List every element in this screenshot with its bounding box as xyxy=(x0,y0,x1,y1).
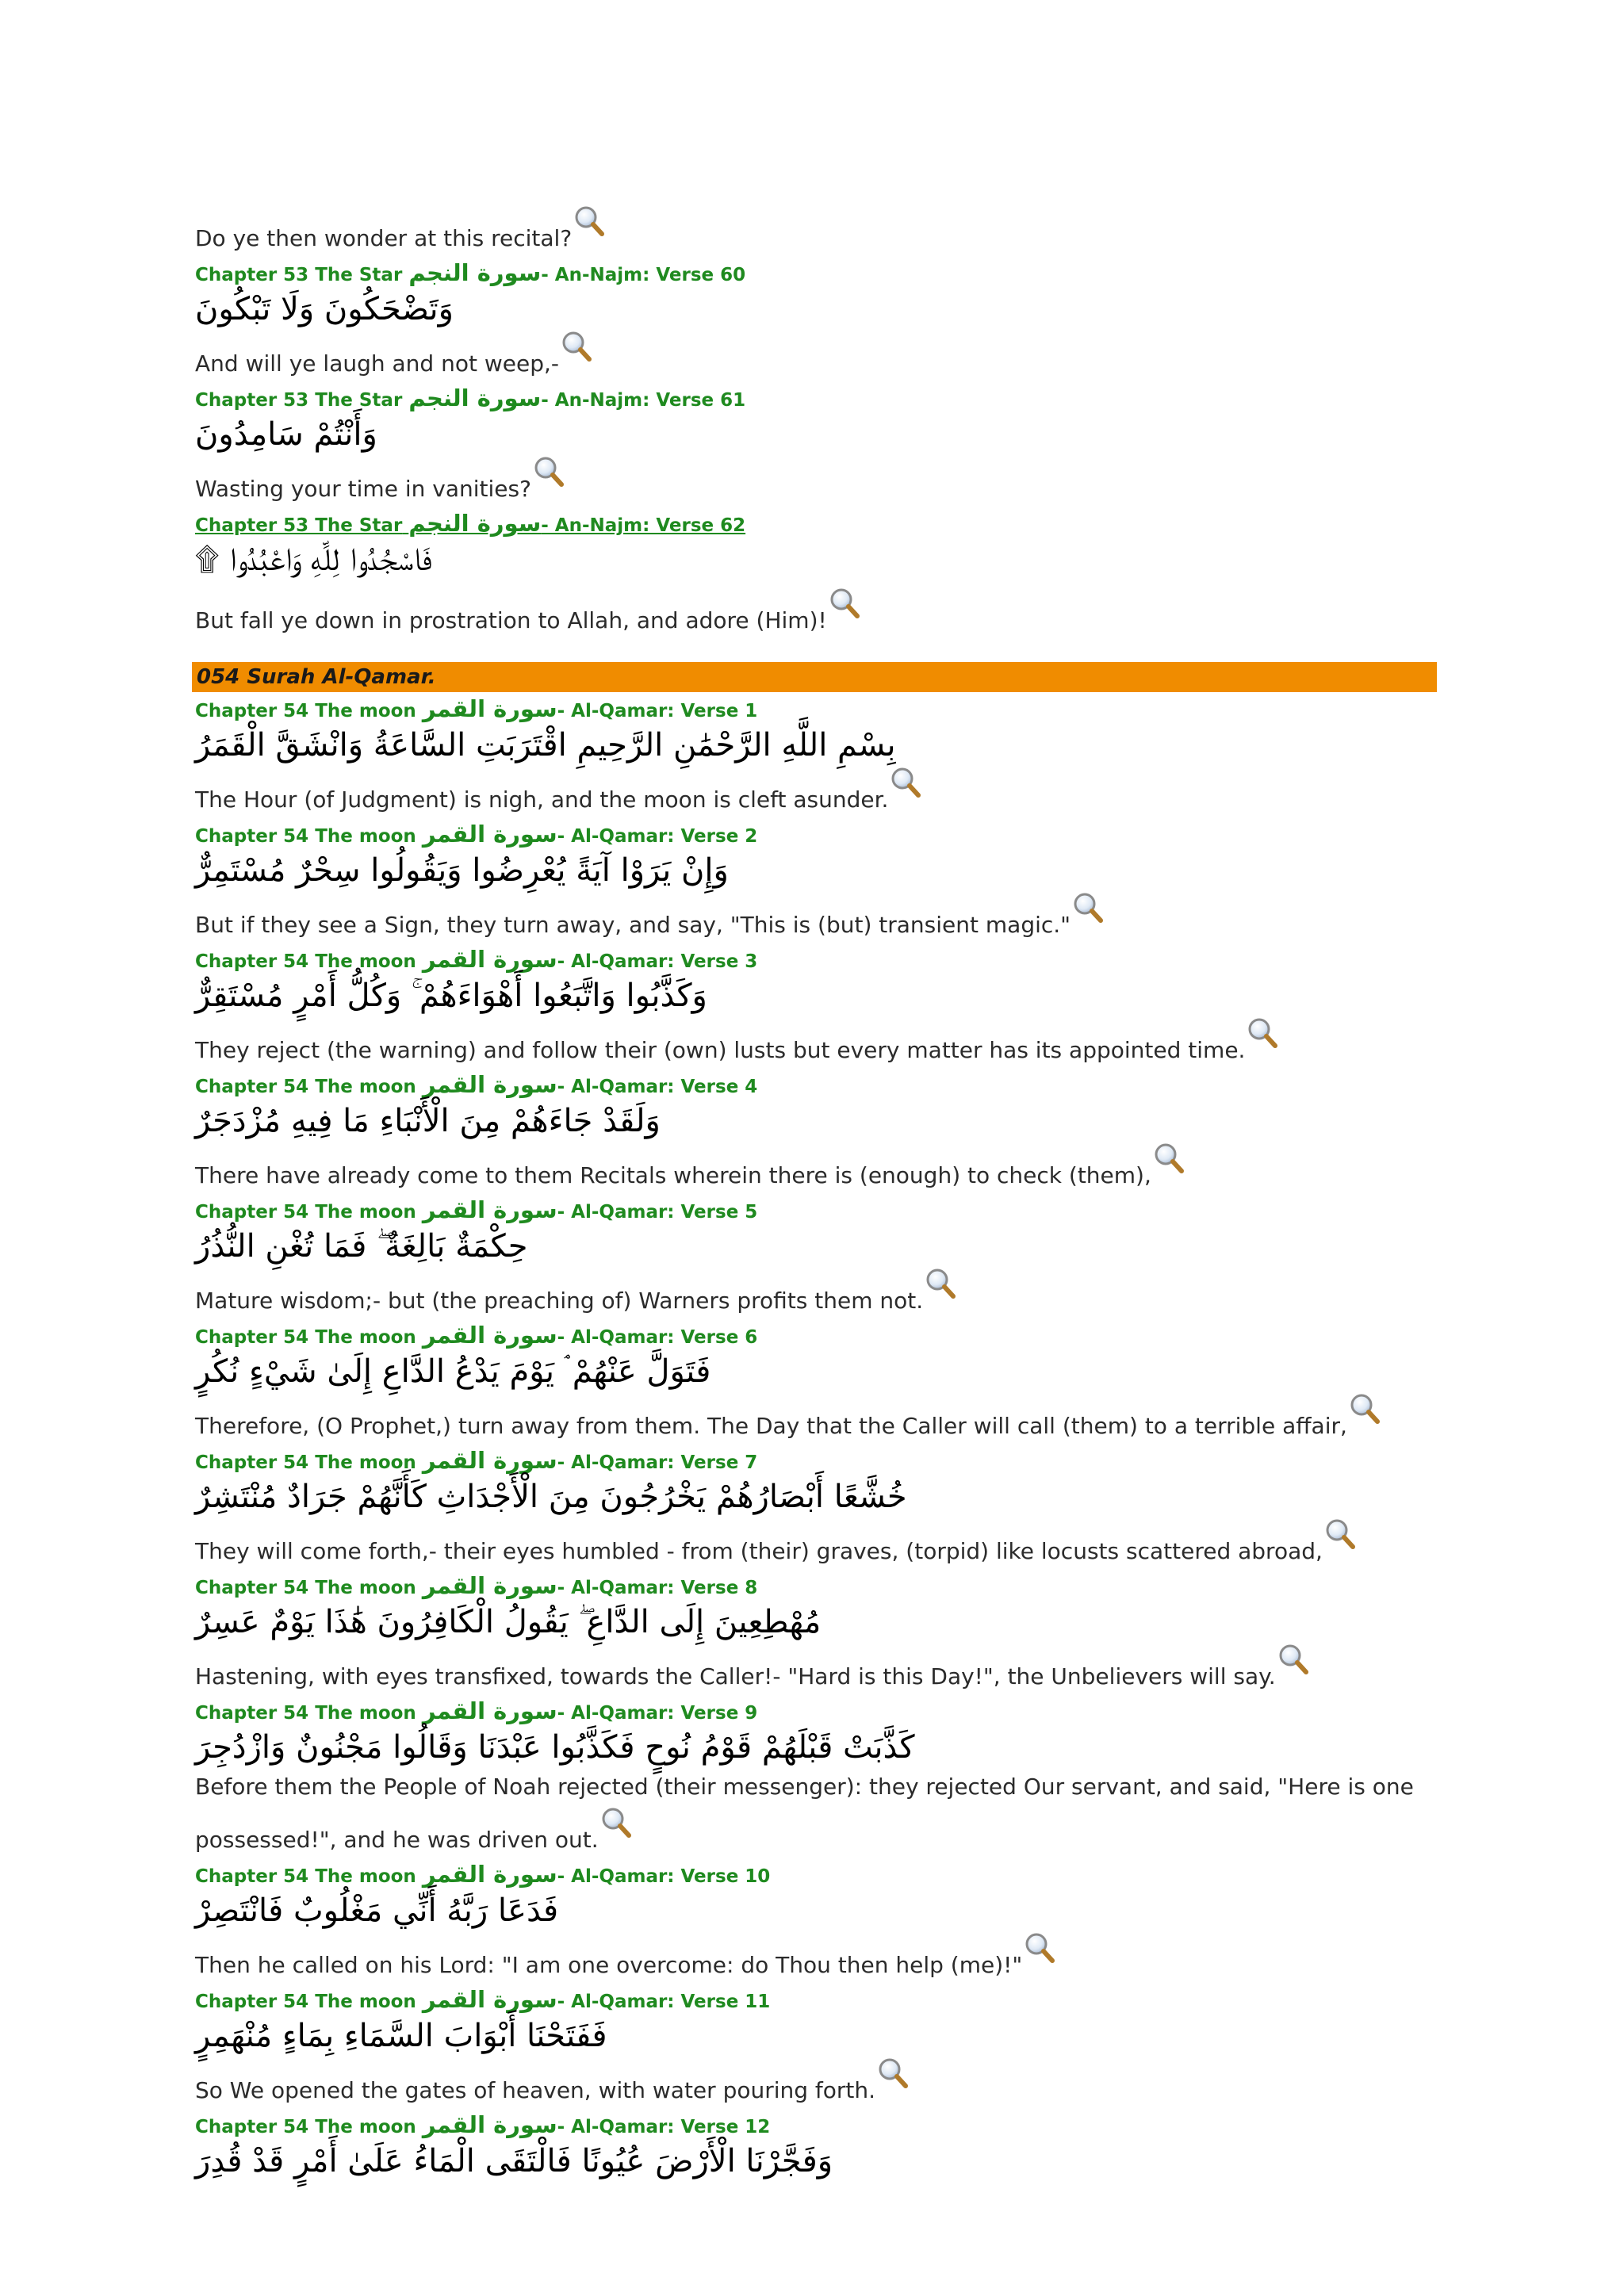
magnifier-icon[interactable] xyxy=(1277,1643,1309,1676)
chapter-label: Chapter 54 The moon xyxy=(195,1327,416,1348)
magnifier-icon[interactable] xyxy=(573,205,605,238)
verse-translation: Therefore, (O Prophet,) turn away from them. The Day that the Caller will call (them) to a terrible affair, xyxy=(195,1413,1347,1439)
magnifier-icon[interactable] xyxy=(1024,1931,1055,1965)
verse-translation: They will come forth,- their eyes humbled - from (their) graves, (torpid) like locusts scattered abroad, xyxy=(195,1538,1323,1564)
arabic-verse: مُهْطِعِينَ إِلَى الدَّاعِ ۖ يَقُولُ الْكَافِرُونَ هَٰذَا يَوْمٌ عَسِرٌ xyxy=(195,1604,822,1640)
surah-arabic-name: سورة القمر xyxy=(422,1322,557,1349)
chapter-label: Chapter 54 The moon xyxy=(195,1452,416,1473)
chapter-label: Chapter 54 The moon xyxy=(195,1866,416,1887)
arabic-verse-row xyxy=(195,1601,1434,1643)
chapter-label: Chapter 53 The Star xyxy=(195,265,403,285)
surah-arabic-name: سورة القمر xyxy=(422,1861,557,1888)
verse-translation-line xyxy=(195,587,1434,640)
verse-number-label: - Al-Qamar: Verse 3 xyxy=(557,951,758,972)
magnifier-icon[interactable] xyxy=(1072,891,1104,924)
surah-arabic-name: سورة القمر xyxy=(422,1447,557,1474)
verse-reference[interactable] xyxy=(195,1572,1434,1601)
arabic-verse: وَتَضْحَكُونَ وَلَا تَبْكُونَ xyxy=(195,291,454,327)
verse-reference[interactable] xyxy=(195,1196,1434,1226)
verse-reference[interactable] xyxy=(195,510,1434,539)
verse-translation: Then he called on his Lord: "I am one overcome: do Thou then help (me)!" xyxy=(195,1952,1023,1978)
verse-number-label: - Al-Qamar: Verse 5 xyxy=(557,1202,758,1223)
arabic-verse: وَفَجَّرْنَا الْأَرْضَ عُيُونًا فَالْتَقَى الْمَاءُ عَلَىٰ أَمْرٍ قَدْ قُدِرَ xyxy=(195,2143,833,2179)
verse-reference[interactable] xyxy=(195,1322,1434,1351)
surah-arabic-name: سورة القمر xyxy=(422,1572,557,1599)
arabic-verse-row xyxy=(195,1727,1434,1768)
arabic-verse: فَفَتَحْنَا أَبْوَابَ السَّمَاءِ بِمَاءٍ مُنْهَمِرٍ xyxy=(195,2018,607,2054)
chapter-label: Chapter 53 The Star xyxy=(195,515,403,536)
magnifier-icon[interactable] xyxy=(1247,1016,1278,1050)
arabic-verse: خُشَّعًا أَبْصَارُهُمْ يَخْرُجُونَ مِنَ الْأَجْدَاثِ كَأَنَّهُمْ جَرَادٌ مُنْتَشِرٌ xyxy=(195,1479,907,1515)
arabic-verse-row xyxy=(195,414,1434,455)
verse-translation-line xyxy=(195,205,1434,258)
verse-number-label: - Al-Qamar: Verse 8 xyxy=(557,1578,758,1598)
verse-translation-line xyxy=(195,1016,1434,1070)
arabic-verse: فَاسْجُدُوا لِلَّهِ وَاعْبُدُوا ۩ xyxy=(195,541,432,578)
verse-translation: Before them the People of Noah rejected (their messenger): they rejected Our servant, and said, "Here is one possessed!", and he was driven out. xyxy=(195,1774,1414,1853)
magnifier-icon[interactable] xyxy=(829,587,860,620)
arabic-verse-row xyxy=(195,539,1434,580)
verse-translation: Mature wisdom;- but (the preaching of) Warners profits them not. xyxy=(195,1288,924,1314)
verse-translation: So We opened the gates of heaven, with water pouring forth. xyxy=(195,2077,876,2103)
verse-translation-line xyxy=(195,1142,1434,1195)
surah-header: 054 Surah Al-Qamar. xyxy=(192,662,1437,692)
arabic-verse: وَكَذَّبُوا وَاتَّبَعُوا أَهْوَاءَهُمْ ۚ وَكُلُّ أَمْرٍ مُسْتَقِرٌّ xyxy=(195,978,707,1014)
verse-translation-line xyxy=(195,330,1434,383)
magnifier-icon[interactable] xyxy=(1349,1392,1381,1425)
verse-reference[interactable] xyxy=(195,695,1434,725)
arabic-verse-row xyxy=(195,850,1434,891)
magnifier-icon[interactable] xyxy=(877,2057,909,2090)
verse-translation: But fall ye down in prostration to Allah, and adore (Him)! xyxy=(195,607,827,633)
arabic-verse: فَدَعَا رَبَّهُ أَنِّي مَغْلُوبٌ فَانْتَصِرْ xyxy=(195,1892,559,1929)
verse-reference[interactable] xyxy=(195,1071,1434,1100)
verse-reference[interactable] xyxy=(195,385,1434,414)
verse-translation-line xyxy=(195,1768,1434,1859)
verse-translation-line xyxy=(195,1643,1434,1696)
verse-number-label: - Al-Qamar: Verse 1 xyxy=(557,701,758,721)
surah-arabic-name: سورة النجم xyxy=(408,259,542,286)
verse-reference[interactable] xyxy=(195,821,1434,850)
verse-translation-line xyxy=(195,766,1434,819)
magnifier-icon[interactable] xyxy=(890,766,921,799)
chapter-label: Chapter 53 The Star xyxy=(195,390,403,411)
surah-arabic-name: سورة النجم xyxy=(408,510,542,537)
verse-number-label: - Al-Qamar: Verse 6 xyxy=(557,1327,758,1348)
verse-number-label: - Al-Qamar: Verse 2 xyxy=(557,826,758,847)
arabic-verse-row xyxy=(195,1476,1434,1517)
verse-translation-line xyxy=(195,2057,1434,2110)
verse-translation-line xyxy=(195,455,1434,508)
verse-number-label: - Al-Qamar: Verse 4 xyxy=(557,1077,758,1097)
magnifier-icon[interactable] xyxy=(925,1267,956,1300)
arabic-verse-row xyxy=(195,289,1434,330)
chapter-label: Chapter 54 The moon xyxy=(195,1077,416,1097)
surah-arabic-name: سورة القمر xyxy=(422,1697,557,1724)
chapter-label: Chapter 54 The moon xyxy=(195,1202,416,1223)
arabic-verse: وَإِنْ يَرَوْا آيَةً يُعْرِضُوا وَيَقُولُوا سِحْرٌ مُسْتَمِرٌّ xyxy=(195,852,729,889)
surah-arabic-name: سورة القمر xyxy=(422,1986,557,2013)
arabic-verse-row xyxy=(195,975,1434,1016)
arabic-verse: فَتَوَلَّ عَنْهُمْ ۘ يَوْمَ يَدْعُ الدَّاعِ إِلَىٰ شَيْءٍ نُكُرٍ xyxy=(195,1353,711,1390)
verse-translation: The Hour (of Judgment) is nigh, and the moon is cleft asunder. xyxy=(195,786,889,813)
verse-reference[interactable] xyxy=(195,1986,1434,2015)
arabic-verse-row xyxy=(195,1351,1434,1392)
verse-number-label: - An-Najm: Verse 62 xyxy=(541,515,746,536)
verse-translation: Hastening, with eyes transfixed, towards the Caller!- "Hard is this Day!", the Unbelievers will say. xyxy=(195,1663,1276,1689)
surah-arabic-name: سورة القمر xyxy=(422,2111,557,2138)
verse-translation-line xyxy=(195,1267,1434,1320)
verse-translation: But if they see a Sign, they turn away, and say, "This is (but) transient magic." xyxy=(195,912,1071,938)
verse-translation-line xyxy=(195,891,1434,944)
surah-arabic-name: سورة القمر xyxy=(422,695,557,722)
surah-arabic-name: سورة القمر xyxy=(422,1071,557,1098)
arabic-verse: بِسْمِ اللَّهِ الرَّحْمَٰنِ الرَّحِيمِ اقْتَرَبَتِ السَّاعَةُ وَانْشَقَّ الْقَمَرُ xyxy=(195,727,896,763)
chapter-label: Chapter 54 The moon xyxy=(195,1578,416,1598)
verse-translation-line xyxy=(195,1517,1434,1571)
arabic-verse-row xyxy=(195,2141,1434,2182)
verse-reference[interactable] xyxy=(195,2111,1434,2141)
verse-translation: And will ye laugh and not weep,- xyxy=(195,350,559,377)
verse-reference[interactable] xyxy=(195,1447,1434,1476)
surah-arabic-name: سورة القمر xyxy=(422,821,557,848)
arabic-verse-row xyxy=(195,2015,1434,2057)
chapter-label: Chapter 54 The moon xyxy=(195,951,416,972)
arabic-verse: وَلَقَدْ جَاءَهُمْ مِنَ الْأَنْبَاءِ مَا فِيهِ مُزْدَجَرٌ xyxy=(195,1103,661,1139)
verse-translation: Do ye then wonder at this recital? xyxy=(195,225,573,251)
magnifier-icon[interactable] xyxy=(600,1806,632,1839)
verse-reference[interactable] xyxy=(195,1861,1434,1890)
page-content xyxy=(195,205,1434,2182)
chapter-label: Chapter 54 The moon xyxy=(195,1703,416,1724)
arabic-verse-row xyxy=(195,725,1434,766)
verse-number-label: - An-Najm: Verse 61 xyxy=(541,390,746,411)
verse-number-label: - Al-Qamar: Verse 10 xyxy=(557,1866,771,1887)
chapter-label: Chapter 54 The moon xyxy=(195,701,416,721)
verse-reference[interactable] xyxy=(195,259,1434,289)
arabic-verse-row xyxy=(195,1890,1434,1931)
magnifier-icon[interactable] xyxy=(1153,1142,1185,1175)
chapter-label: Chapter 54 The moon xyxy=(195,1992,416,2012)
arabic-verse: وَأَنْتُمْ سَامِدُونَ xyxy=(195,416,377,453)
verse-reference[interactable] xyxy=(195,1697,1434,1727)
verse-number-label: - Al-Qamar: Verse 12 xyxy=(557,2117,771,2137)
surah-arabic-name: سورة النجم xyxy=(408,385,542,411)
verse-number-label: - An-Najm: Verse 60 xyxy=(541,265,746,285)
arabic-verse-row xyxy=(195,1100,1434,1142)
verse-translation-line xyxy=(195,1931,1434,1984)
verse-reference[interactable] xyxy=(195,946,1434,975)
arabic-verse: كَذَّبَتْ قَبْلَهُمْ قَوْمُ نُوحٍ فَكَذَّبُوا عَبْدَنَا وَقَالُوا مَجْنُونٌ وَازْدُجِرَ xyxy=(195,1729,915,1766)
arabic-verse-row xyxy=(195,1226,1434,1267)
magnifier-icon[interactable] xyxy=(561,330,592,363)
surah-arabic-name: سورة القمر xyxy=(422,946,557,973)
verse-translation-line xyxy=(195,1392,1434,1445)
verse-translation: They reject (the warning) and follow their (own) lusts but every matter has its appointed time. xyxy=(195,1037,1246,1063)
verse-translation: There have already come to them Recitals wherein there is (enough) to check (them), xyxy=(195,1162,1151,1188)
magnifier-icon[interactable] xyxy=(533,455,565,488)
surah-arabic-name: سورة القمر xyxy=(422,1196,557,1223)
chapter-label: Chapter 54 The moon xyxy=(195,2117,416,2137)
verse-number-label: - Al-Qamar: Verse 7 xyxy=(557,1452,758,1473)
magnifier-icon[interactable] xyxy=(1324,1517,1356,1551)
verse-number-label: - Al-Qamar: Verse 9 xyxy=(557,1703,758,1724)
verse-translation: Wasting your time in vanities? xyxy=(195,476,531,502)
chapter-label: Chapter 54 The moon xyxy=(195,826,416,847)
arabic-verse: حِكْمَةٌ بَالِغَةٌ ۖ فَمَا تُغْنِ النُّذُرُ xyxy=(195,1228,528,1265)
verse-number-label: - Al-Qamar: Verse 11 xyxy=(557,1992,771,2012)
